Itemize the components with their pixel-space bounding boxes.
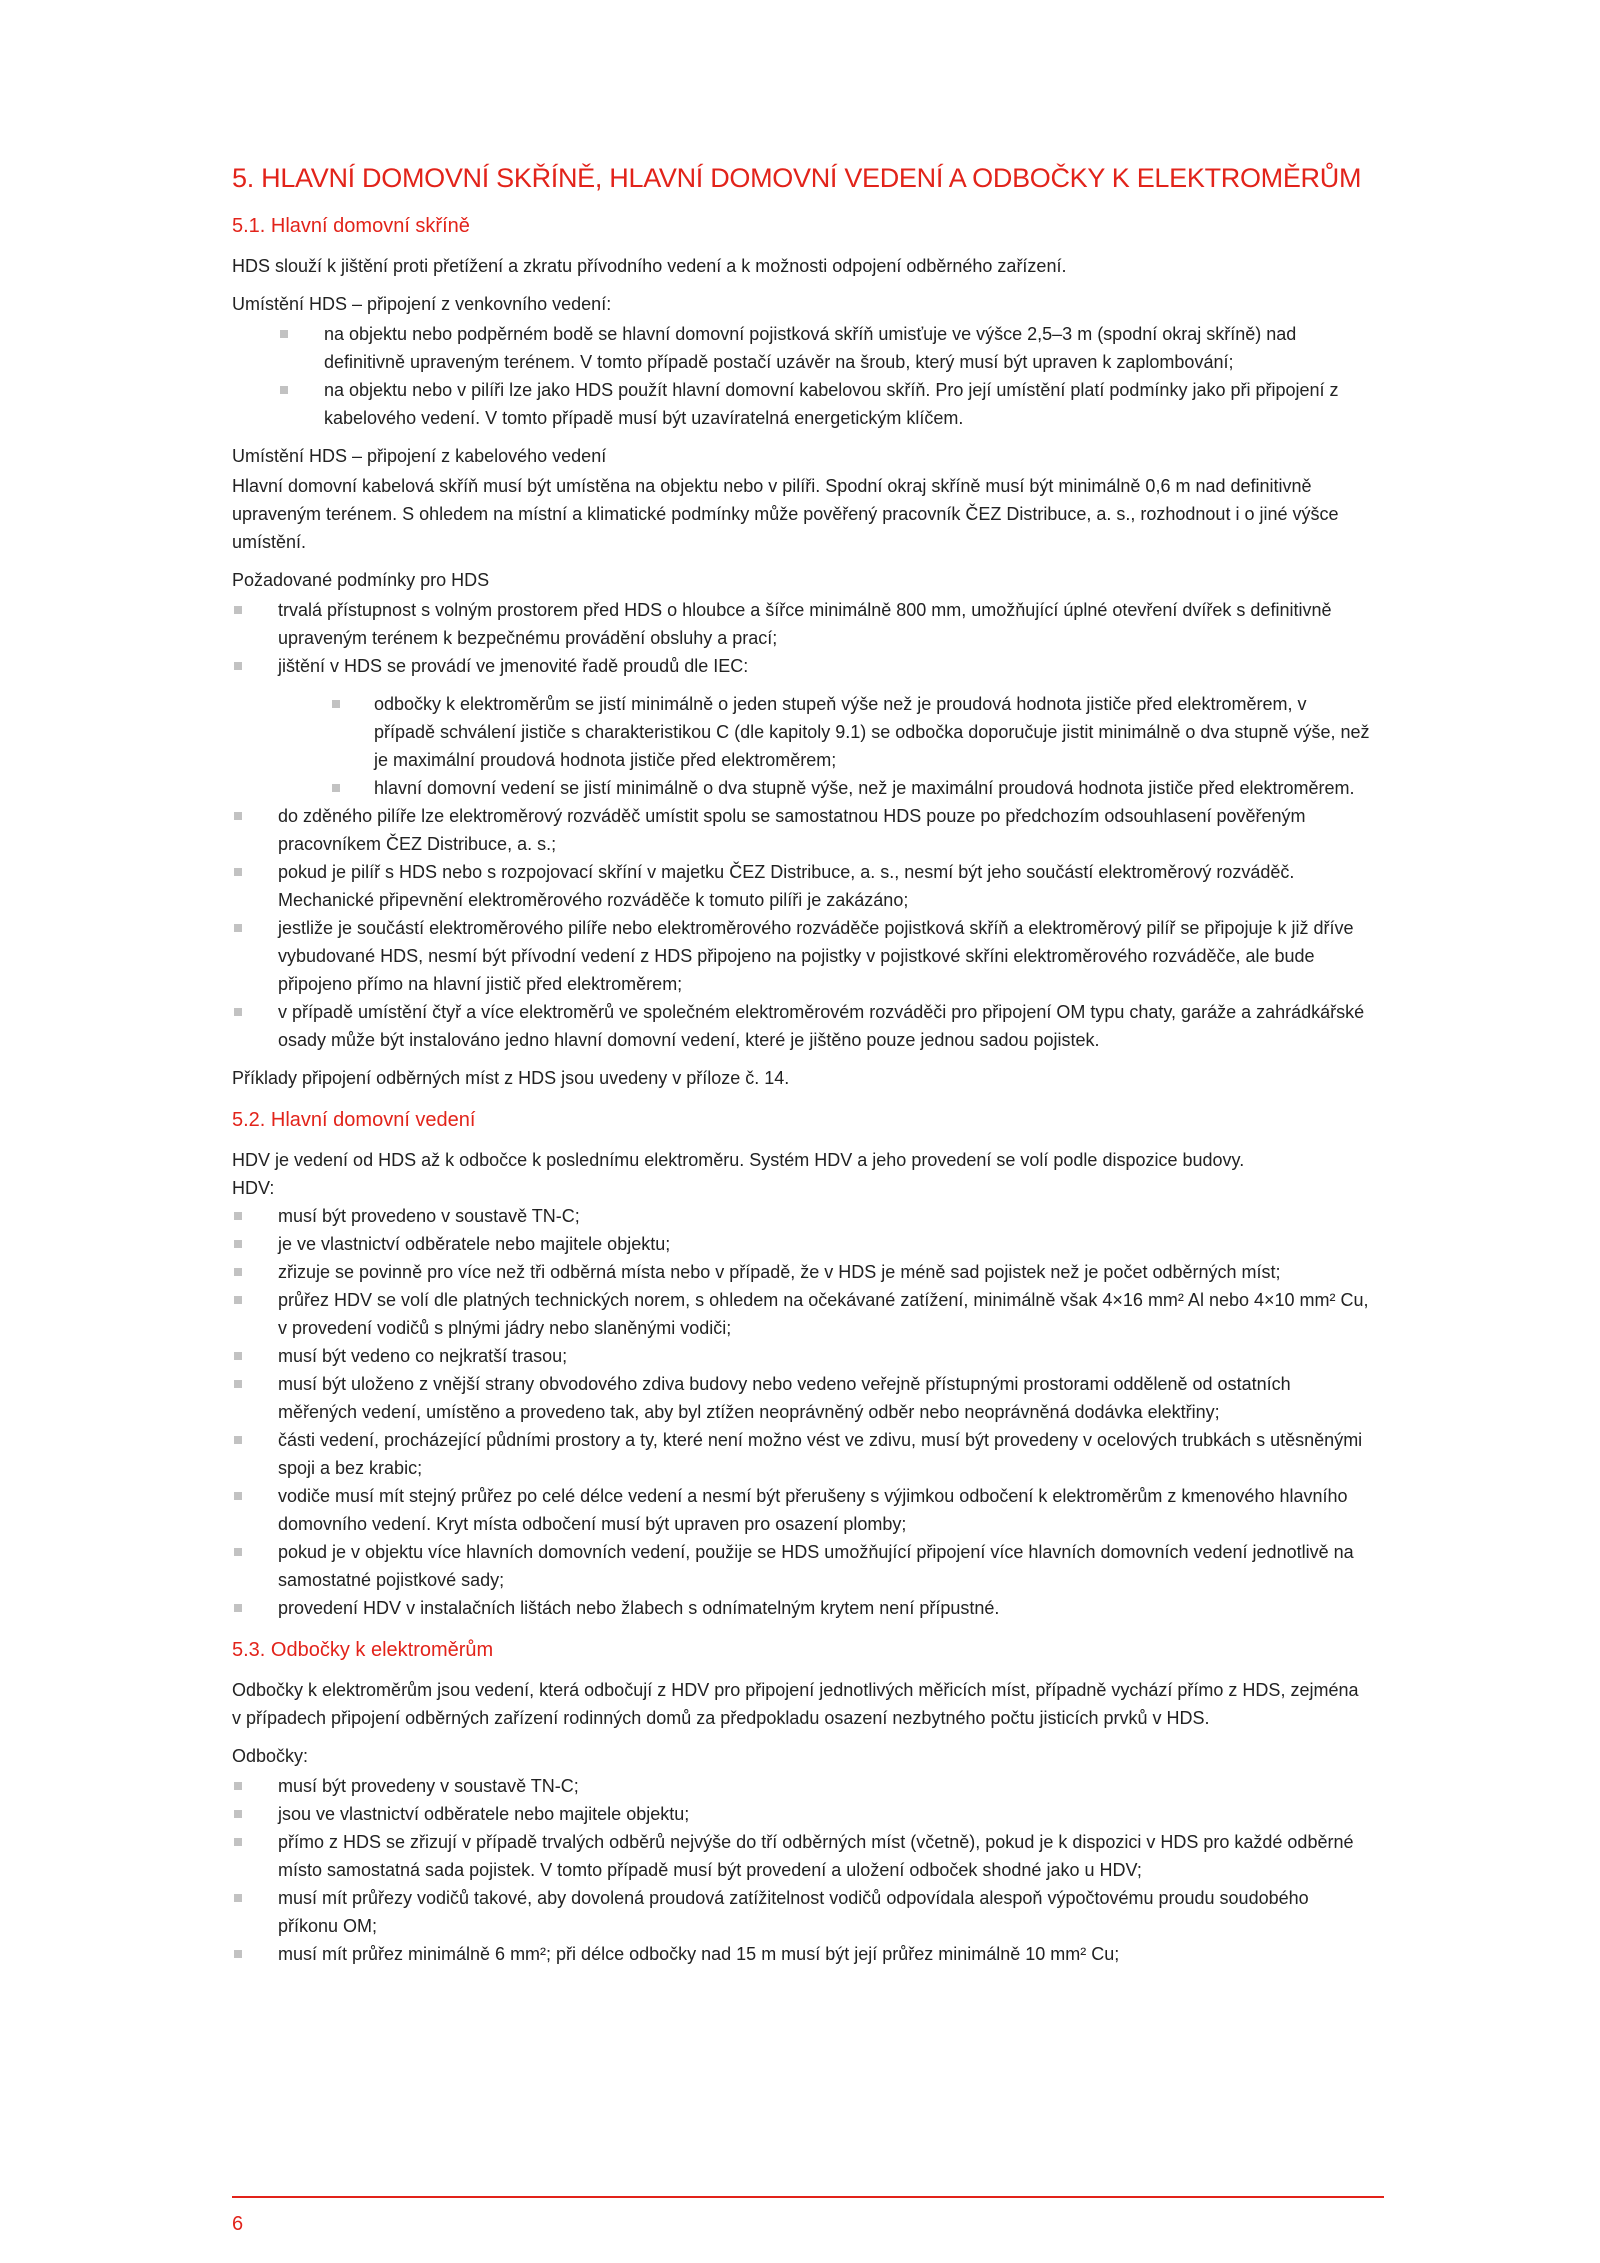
list-item: jestliže je součástí elektroměrového pilíře nebo elektroměrového rozváděče pojistková skříň a elektroměrový pilíř se připojuje k již dříve vybudované HDS, nesmí být přívodní vedení z HDS připojeno na pojistky v pojistkové skříni elektroměrového rozváděče, ale bude připojeno přímo na hlavní jistič před elektroměrem; (232, 914, 1372, 998)
list-item: vodiče musí mít stejný průřez po celé délce vedení a nesmí být přerušeny s výjimkou odbočení k elektroměrům z kmenového hlavního domovního vedení. Kryt místa odbočení musí být upraven pro osazení plomby; (232, 1482, 1372, 1538)
paragraph: Odbočky k elektroměrům jsou vedení, která odbočují z HDV pro připojení jednotlivých měřicích míst, případně vychází přímo z HDS, zejména v případech připojení odběrných zařízení rodinných domů za předpokladu osazení nezbytného počtu jisticích prvků v HDS. (232, 1680, 1359, 1728)
list-item: musí být vedeno co nejkratší trasou; (232, 1342, 1372, 1370)
list-item: musí být provedeny v soustavě TN-C; (232, 1772, 1372, 1800)
bullet-list (232, 320, 1372, 432)
list-item: jištění v HDS se provádí ve jmenovité řadě proudů dle IEC: (232, 652, 1372, 680)
list-item: průřez HDV se volí dle platných technických norem, s ohledem na očekávané zatížení, minimálně však 4×16 mm² Al nebo 4×10 mm² Cu, v provedení vodičů s plnými jádry nebo slaněnými vodiči; (232, 1286, 1372, 1342)
list-item: pokud je pilíř s HDS nebo s rozpojovací skříní v majetku ČEZ Distribuce, a. s., nesmí být jeho součástí elektroměrový rozváděč. Mechanické připevnění elektroměrového rozváděče k tomuto pilíři je zakázáno; (232, 858, 1372, 914)
section-heading-5-2: 5.2. Hlavní domovní vedení (232, 1109, 476, 1131)
paragraph: Příklady připojení odběrných míst z HDS jsou uvedeny v příloze č. 14. (232, 1068, 790, 1088)
nested-bullet-list (232, 690, 1372, 802)
list-item: musí být uloženo z vnější strany obvodového zdiva budovy nebo vedeno veřejně přístupnými prostorami odděleně od ostatních měřených vedení, umístěno a provedeno tak, aby byl ztížen neoprávněný odběr nebo neoprávněná dodávka elektřiny; (232, 1370, 1372, 1426)
list-item: zřizuje se povinně pro více než tři odběrná místa nebo v případě, že v HDS je méně sad pojistek než je počet odběrných míst; (232, 1258, 1372, 1286)
list-item: hlavní domovní vedení se jistí minimálně o dva stupně výše, než je maximální proudová hodnota jističe před elektroměrem. (232, 774, 1372, 802)
list-item: je ve vlastnictví odběratele nebo majitele objektu; (232, 1230, 1372, 1258)
chapter-title: 5. HLAVNÍ DOMOVNÍ SKŘÍNĚ, HLAVNÍ DOMOVNÍ VEDENÍ A ODBOČKY K ELEKTROMĚRŮM (232, 163, 1362, 193)
section-heading-5-1: 5.1. Hlavní domovní skříně (232, 215, 470, 237)
paragraph: Hlavní domovní kabelová skříň musí být umístěna na objektu nebo v pilíři. Spodní okraj skříně musí být minimálně 0,6 m nad definitivně upraveným terénem. S ohledem na místní a klimatické podmínky může pověřený pracovník ČEZ Distribuce, a. s., rozhodnout i o jiné výšce umístění. (232, 476, 1339, 552)
paragraph: HDS slouží k jištění proti přetížení a zkratu přívodního vedení a k možnosti odpojení odběrného zařízení. (232, 256, 1067, 276)
subheading: Umístění HDS – připojení z venkovního vedení: (232, 294, 612, 314)
paragraph: HDV je vedení od HDS až k odbočce k poslednímu elektroměru. Systém HDV a jeho provedení se volí podle dispozice budovy. (232, 1150, 1245, 1170)
list-item: jsou ve vlastnictví odběratele nebo majitele objektu; (232, 1800, 1372, 1828)
section-heading-5-3: 5.3. Odbočky k elektroměrům (232, 1639, 494, 1661)
list-item: přímo z HDS se zřizují v případě trvalých odběrů nejvýše do tří odběrných míst (včetně), pokud je k dispozici v HDS pro každé odběrné místo samostatná sada pojistek. V tomto případě musí být provedení a uložení odboček shodné jako u HDV; (232, 1828, 1372, 1884)
subheading: HDV: (232, 1178, 275, 1198)
subheading: Umístění HDS – připojení z kabelového vedení (232, 446, 607, 466)
list-item: v případě umístění čtyř a více elektroměrů ve společném elektroměrovém rozváděči pro připojení OM typu chaty, garáže a zahrádkářské osady může být instalováno jedno hlavní domovní vedení, které je jištěno pouze jednou sadou pojistek. (232, 998, 1372, 1054)
list-item: na objektu nebo podpěrném bodě se hlavní domovní pojistková skříň umisťuje ve výšce 2,5–3 m (spodní okraj skříně) nad definitivně upraveným terénem. V tomto případě postačí uzávěr na šroub, který musí být upraven k zaplombování; (232, 320, 1372, 376)
list-item: musí být provedeno v soustavě TN-C; (232, 1202, 1372, 1230)
bullet-list (232, 1772, 1372, 1968)
bullet-list (232, 802, 1372, 1054)
bullet-list (232, 1202, 1372, 1622)
subheading: Odbočky: (232, 1746, 309, 1766)
list-item: části vedení, procházející půdními prostory a ty, které není možno vést ve zdivu, musí být provedeny v ocelových trubkách s utěsněnými spoji a bez krabic; (232, 1426, 1372, 1482)
footer-divider (232, 2196, 1384, 2198)
page-number: 6 (232, 2213, 244, 2235)
list-item: do zděného pilíře lze elektroměrový rozváděč umístit spolu se samostatnou HDS pouze po předchozím odsouhlasení pověřeným pracovníkem ČEZ Distribuce, a. s.; (232, 802, 1372, 858)
list-item: na objektu nebo v pilíři lze jako HDS použít hlavní domovní kabelovou skříň. Pro její umístění platí podmínky jako při připojení z kabelového vedení. V tomto případě musí být uzavíratelná energetickým klíčem. (232, 376, 1372, 432)
list-item: trvalá přístupnost s volným prostorem před HDS o hloubce a šířce minimálně 800 mm, umožňující úplné otevření dvířek s definitivně upraveným terénem k bezpečnému provádění obsluhy a prací; (232, 596, 1372, 652)
list-item: provedení HDV v instalačních lištách nebo žlabech s odnímatelným krytem není přípustné. (232, 1594, 1372, 1622)
list-item: musí mít průřezy vodičů takové, aby dovolená proudová zatížitelnost vodičů odpovídala alespoň výpočtovému proudu soudobého příkonu OM; (232, 1884, 1372, 1940)
subheading: Požadované podmínky pro HDS (232, 570, 490, 590)
list-item: pokud je v objektu více hlavních domovních vedení, použije se HDS umožňující připojení více hlavních domovních vedení jednotlivě na samostatné pojistkové sady; (232, 1538, 1372, 1594)
list-item: musí mít průřez minimálně 6 mm²; při délce odbočky nad 15 m musí být její průřez minimálně 10 mm² Cu; (232, 1940, 1372, 1968)
bullet-list (232, 596, 1372, 680)
list-item: odbočky k elektroměrům se jistí minimálně o jeden stupeň výše než je proudová hodnota jističe před elektroměrem, v případě schválení jističe s charakteristikou C (dle kapitoly 9.1) se odbočka doporučuje jistit minimálně o dva stupně výše, než je maximální proudová hodnota jističe před elektroměrem; (232, 690, 1372, 774)
